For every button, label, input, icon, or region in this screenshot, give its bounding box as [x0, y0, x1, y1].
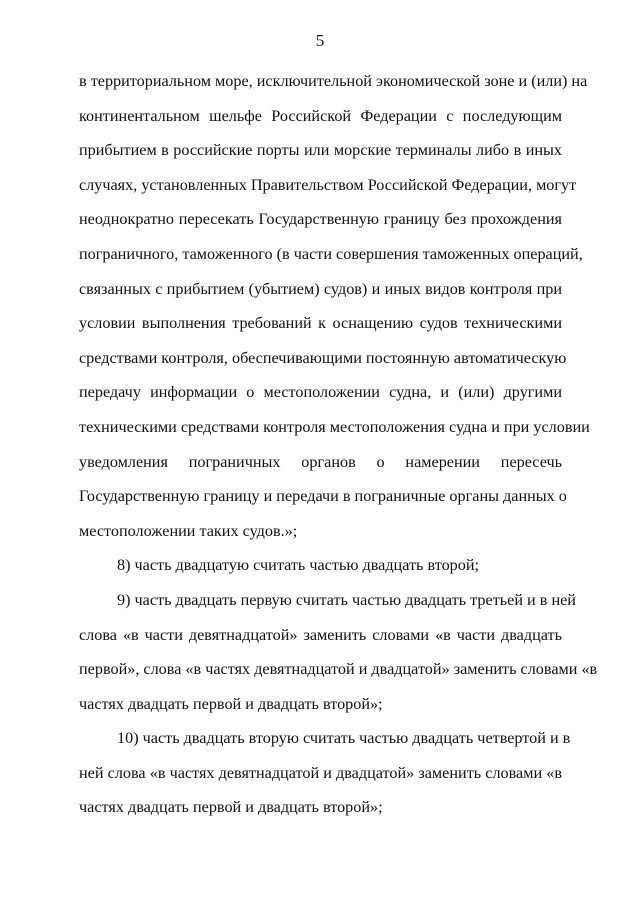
text-line: ней слова «в частях девятнадцатой и двадцатой» заменить словами «в [79, 763, 562, 782]
text-line: условии выполнения требований к оснащению судов техническими [79, 314, 562, 333]
text-line: случаях, установленных Правительством Российской Федерации, могут [79, 175, 577, 194]
text-line: 10) часть двадцать вторую считать частью двадцать четвертой и в [117, 729, 571, 748]
text-line: местоположении таких судов.»; [79, 521, 298, 540]
page-number: 5 [315, 31, 325, 50]
paragraph-continuation [79, 66, 590, 550]
text-line: неоднократно пересекать Государственную границу без прохождения [79, 210, 562, 229]
text-line: слова «в части девятнадцатой» заменить словами «в части двадцать [79, 625, 562, 644]
paragraph-item-10 [79, 723, 571, 827]
text-line: Государственную границу и передачи в пограничные органы данных о [79, 487, 567, 506]
text-line: континентальном шельфе Российской Федерации с последующим [79, 106, 562, 125]
text-line: прибытием в российские порты или морские терминалы либо в иных [79, 141, 562, 160]
paragraph-item-8 [79, 550, 562, 585]
paragraph-item-9 [79, 585, 598, 723]
text-line: техническими средствами контроля местоположения судна и при условии [79, 417, 590, 436]
text-line: в территориальном море, исключительной экономической зоне и (или) на [79, 72, 588, 90]
text-line: пограничного, таможенного (в части совершения таможенных операций, [79, 244, 583, 263]
text-line: 8) часть двадцатую считать частью двадцать второй; [117, 556, 480, 575]
text-line: связанных с прибытием (убытием) судов) и иных видов контроля при [79, 279, 562, 298]
text-line: частях двадцать первой и двадцать второй»; [79, 798, 383, 817]
text-line: первой», слова «в частях девятнадцатой и двадцатой» заменить словами «в [79, 660, 598, 679]
text-line: уведомления пограничных органов о намерении пересечь [79, 452, 562, 471]
text-line: средствами контроля, обеспечивающими постоянную автоматическую [79, 348, 567, 367]
text-line: передачу информации о местоположении судна, и (или) другими [79, 383, 562, 402]
text-line: 9) часть двадцать первую считать частью двадцать третьей и в ней [117, 590, 576, 609]
document-body [79, 66, 598, 827]
text-line: частях двадцать первой и двадцать второй»; [79, 694, 383, 713]
